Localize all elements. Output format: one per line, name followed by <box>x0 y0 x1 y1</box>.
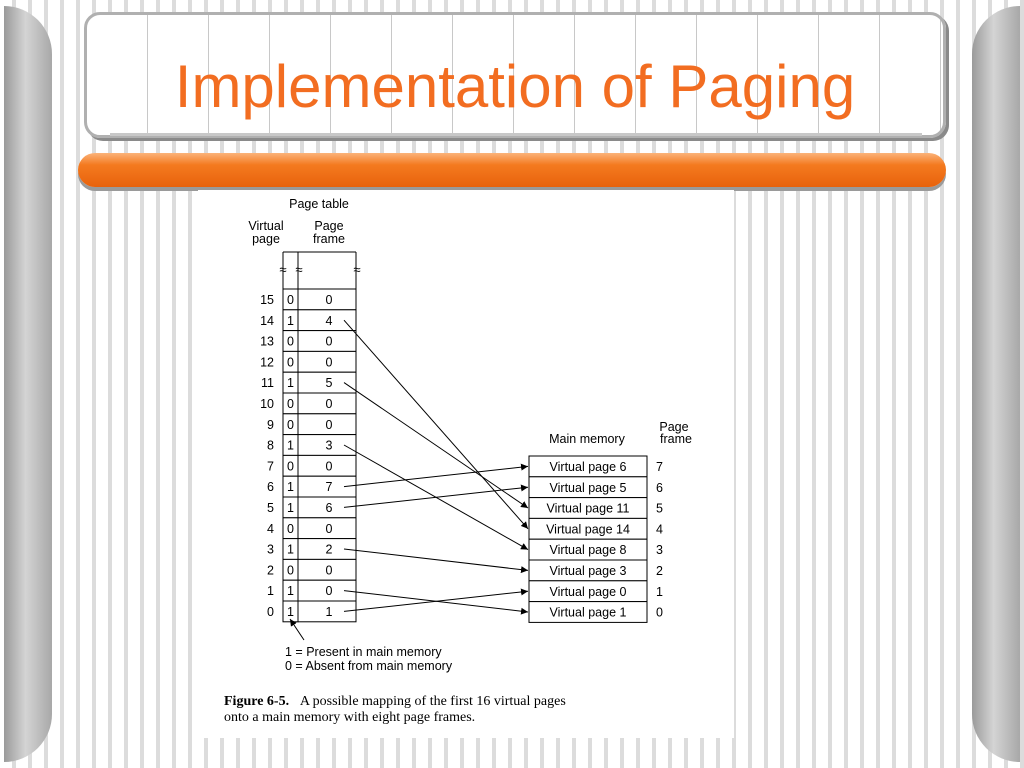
memory-frame-number: 7 <box>656 460 663 474</box>
present-bit: 1 <box>287 501 294 515</box>
memory-frame-row <box>529 539 663 560</box>
legend-present: 1 = Present in main memory <box>285 645 442 659</box>
frame-number: 5 <box>325 376 333 391</box>
memory-frame-row <box>529 560 663 581</box>
frame-number: 0 <box>325 334 333 349</box>
figure-caption-line2: onto a main memory with eight page frames. <box>224 710 476 725</box>
virtual-page-number: 9 <box>267 417 274 432</box>
memory-frame-number: 6 <box>656 480 663 495</box>
page-table-row <box>260 310 356 331</box>
mapping-arrow <box>344 383 528 508</box>
memory-frame-row <box>529 602 663 623</box>
page-table-title: Page table <box>289 197 349 211</box>
mapping-arrows <box>344 320 528 612</box>
frame-number: 1 <box>325 605 333 619</box>
page-table-row <box>260 393 356 414</box>
page-table-row <box>267 476 356 497</box>
present-bit: 0 <box>287 293 294 307</box>
memory-frame-label: Virtual page 1 <box>549 605 627 620</box>
virtual-page-number: 10 <box>260 397 274 411</box>
page-table-row <box>267 601 356 622</box>
virtual-page-number: 15 <box>260 293 274 307</box>
present-bit: 1 <box>287 438 294 453</box>
present-bit: 0 <box>287 459 294 474</box>
present-bit: 0 <box>287 521 294 536</box>
memory-frame-row <box>529 456 663 477</box>
memory-frame-label: Virtual page 0 <box>549 584 627 599</box>
virtual-page-number: 1 <box>267 584 274 599</box>
virtual-page-number: 6 <box>267 480 274 495</box>
page-frame-header-line1: Page <box>314 219 344 233</box>
slide-title: Implementation of Paging <box>174 53 856 120</box>
present-bit: 1 <box>287 313 294 328</box>
frame-number: 2 <box>325 542 333 557</box>
main-memory <box>529 456 663 622</box>
memory-frame-header-line1: Page <box>659 420 689 434</box>
frame-number: 0 <box>325 355 333 370</box>
virtual-page-number: 12 <box>260 355 274 370</box>
memory-frame-label: Virtual page 5 <box>549 480 627 495</box>
memory-frame-header-line2: frame <box>660 432 692 446</box>
frame-number: 0 <box>325 521 333 536</box>
memory-frame-label: Virtual page 6 <box>549 460 627 474</box>
mapping-arrow <box>344 466 528 486</box>
right-decorative-bar <box>972 6 1020 762</box>
page-table-row <box>267 518 356 539</box>
memory-frame-number: 1 <box>656 584 663 599</box>
page-table <box>260 289 356 622</box>
frame-number: 0 <box>325 459 333 474</box>
page-table-row <box>261 372 356 393</box>
page-table-row <box>267 539 356 560</box>
page-table-row <box>267 559 356 580</box>
present-bit: 0 <box>287 417 294 432</box>
memory-frame-row <box>529 581 663 602</box>
page-table-row <box>267 455 356 476</box>
virtual-page-number: 0 <box>267 605 274 619</box>
memory-frame-row <box>529 477 663 498</box>
orange-divider-bar <box>78 153 946 187</box>
memory-frame-number: 0 <box>656 605 663 620</box>
virtual-page-number: 4 <box>267 521 274 536</box>
memory-frame-label: Virtual page 11 <box>546 501 630 516</box>
frame-number: 0 <box>325 584 333 599</box>
present-bit: 1 <box>287 480 294 495</box>
figure-caption-text1: A possible mapping of the first 16 virtual pages <box>299 694 566 709</box>
page-table-row <box>267 435 356 456</box>
break-mark-1: ≈ <box>279 262 287 277</box>
legend-absent: 0 = Absent from main memory <box>285 659 453 673</box>
page-table-row <box>260 289 356 310</box>
memory-frame-row <box>529 518 663 539</box>
frame-number: 0 <box>325 563 333 578</box>
page-table-break <box>279 252 360 289</box>
page-table-row <box>260 331 356 352</box>
memory-frame-label: Virtual page 14 <box>546 522 630 537</box>
present-bit: 1 <box>287 542 294 557</box>
memory-frame-row <box>529 498 663 519</box>
frame-number: 3 <box>325 438 333 453</box>
virtual-page-number: 3 <box>267 542 274 557</box>
mapping-arrow <box>344 549 528 570</box>
memory-frame-label: Virtual page 8 <box>549 543 627 558</box>
frame-number: 0 <box>325 293 333 307</box>
present-bit: 0 <box>287 334 294 349</box>
left-decorative-bar <box>4 6 52 762</box>
page-table-row <box>260 351 356 372</box>
frame-number: 4 <box>325 313 333 328</box>
frame-number: 6 <box>325 501 333 515</box>
break-mark-3: ≈ <box>353 262 361 277</box>
figure-caption-line1 <box>224 694 566 709</box>
memory-frame-label: Virtual page 3 <box>549 564 627 578</box>
title-frame <box>84 12 946 138</box>
virtual-page-number: 14 <box>260 313 274 328</box>
virtual-page-number: 7 <box>267 459 274 474</box>
frame-number: 7 <box>325 480 333 495</box>
page-table-row <box>267 580 356 601</box>
present-bit: 1 <box>287 584 294 599</box>
page-table-row <box>267 414 356 435</box>
virtual-page-header-line2: page <box>252 232 280 246</box>
page-table-row <box>267 497 356 518</box>
figure-panel <box>198 190 734 738</box>
memory-frame-number: 5 <box>656 501 663 516</box>
figure-caption-label: Figure 6-5. <box>224 694 290 709</box>
break-mark-2: ≈ <box>295 262 303 277</box>
virtual-page-number: 11 <box>261 376 274 391</box>
memory-frame-number: 3 <box>656 543 663 558</box>
memory-frame-number: 2 <box>656 564 663 578</box>
present-bit: 1 <box>287 605 294 619</box>
virtual-page-number: 5 <box>267 501 274 515</box>
virtual-page-number: 13 <box>260 334 274 349</box>
paging-diagram <box>198 190 734 738</box>
present-bit: 0 <box>287 563 294 578</box>
present-bit: 0 <box>287 355 294 370</box>
page-frame-header-line2: frame <box>313 232 345 246</box>
memory-frame-number: 4 <box>656 522 663 537</box>
present-bit: 0 <box>287 397 294 411</box>
present-bit: 1 <box>287 376 294 391</box>
title-underline <box>110 133 922 136</box>
frame-number: 0 <box>325 397 333 411</box>
main-memory-title: Main memory <box>549 432 625 446</box>
virtual-page-header-line1: Virtual <box>248 219 284 233</box>
virtual-page-number: 2 <box>267 563 274 578</box>
virtual-page-number: 8 <box>267 438 274 453</box>
frame-number: 0 <box>325 417 333 432</box>
